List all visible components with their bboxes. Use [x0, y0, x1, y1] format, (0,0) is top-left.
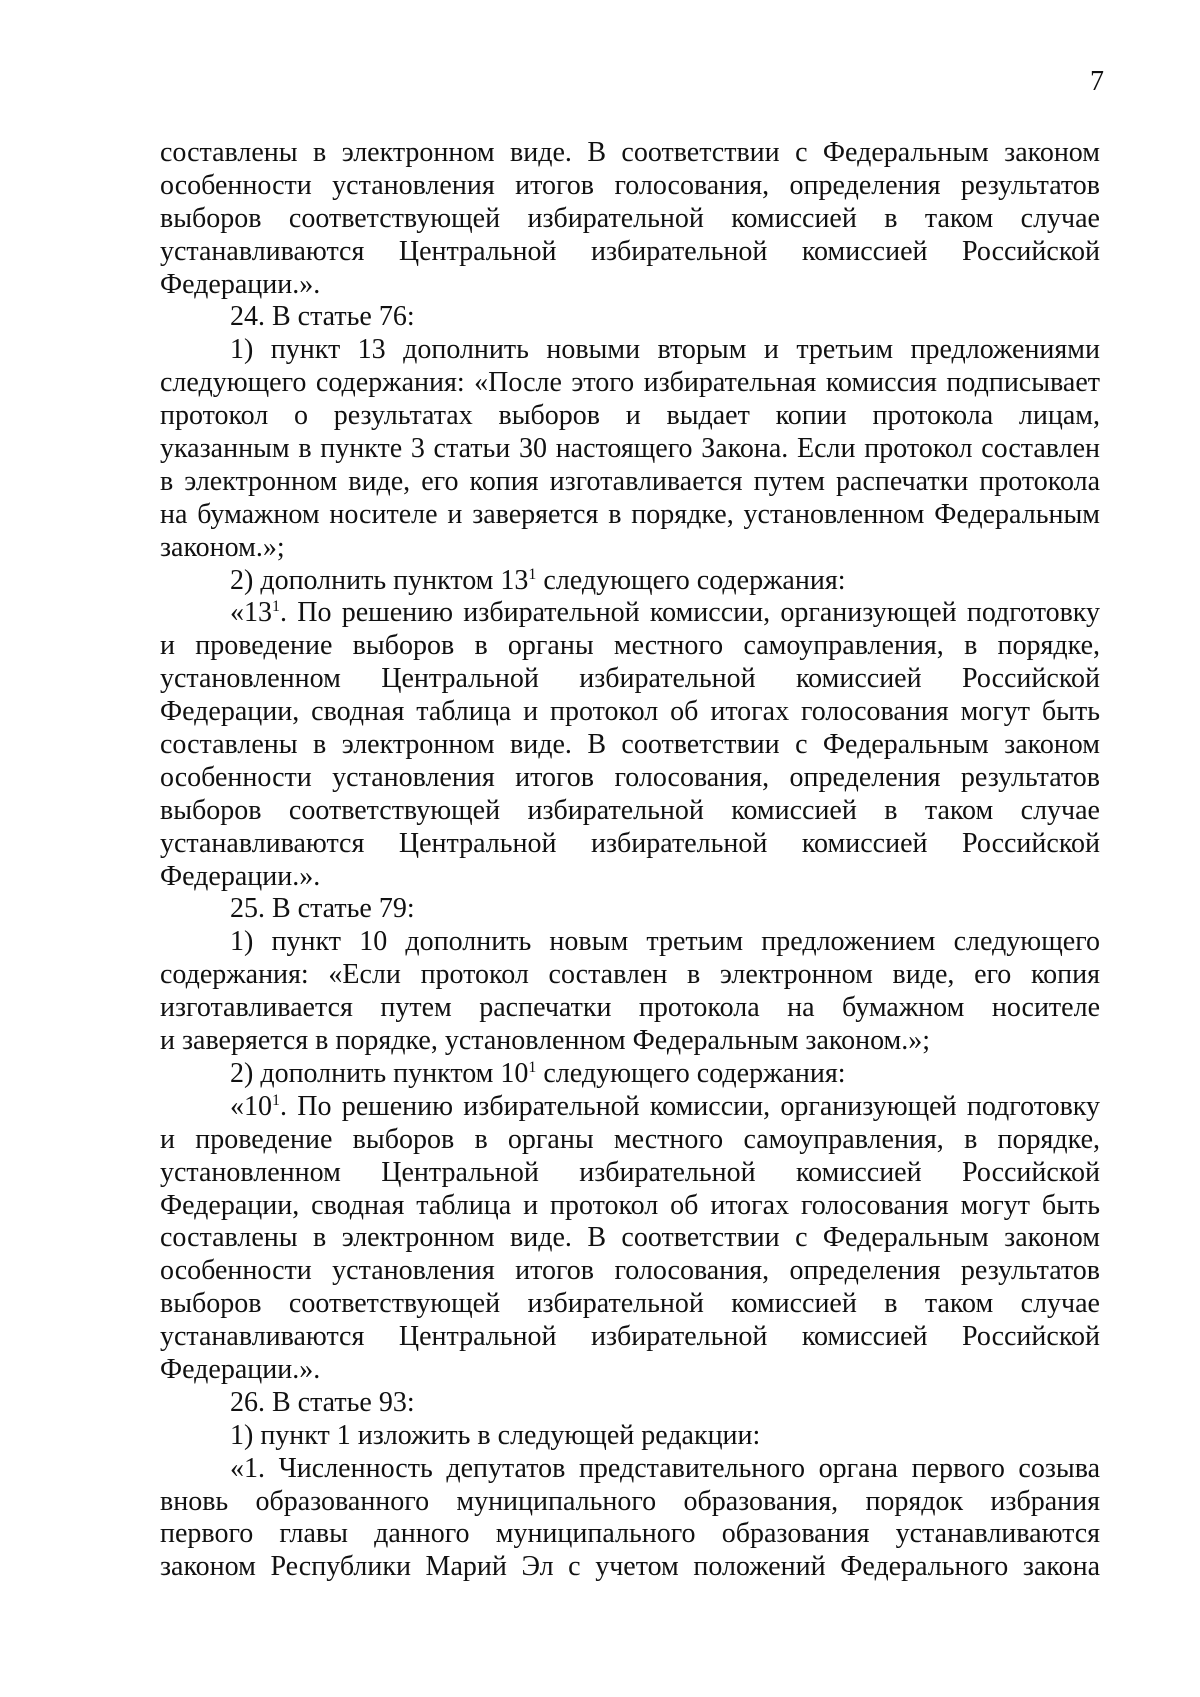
text-line: выборов соответствующей избирательной комиссией в таком случае	[160, 202, 1100, 234]
text-line: составлены в электронном виде. В соответствии с Федеральным законом	[160, 1222, 1100, 1254]
text-line: особенности установления итогов голосования, определения результатов	[160, 169, 1100, 201]
text-line: содержания: «Если протокол составлен в электронном виде, его копия	[160, 959, 1100, 991]
text-fragment: . По решению избирательной комиссии, организующей подготовку	[280, 1090, 1100, 1122]
text-line-with-superscript	[160, 1058, 1100, 1091]
text-line: Федерации.».	[160, 268, 321, 300]
text-line: вновь образованного муниципального образования, порядок избрания	[160, 1485, 1100, 1517]
text-line: 1) пункт 1 изложить в следующей редакции:	[230, 1419, 761, 1451]
text-fragment: . По решению избирательной комиссии, организующей подготовку	[280, 597, 1100, 629]
text-fragment: 2) дополнить пунктом 13	[230, 564, 529, 596]
text-line: и проведение выборов в органы местного самоуправления, в порядке,	[160, 630, 1100, 662]
text-line: первого главы данного муниципального образования устанавливаются	[160, 1518, 1100, 1550]
text-line-with-superscript	[160, 597, 1100, 630]
text-line: и заверяется в порядке, установленном Федеральным законом.»;	[160, 1025, 931, 1057]
text-fragment: «13	[230, 597, 272, 629]
text-line: следующего содержания: «После этого избирательная комиссия подписывает	[160, 367, 1100, 399]
text-line: указанным в пункте 3 статьи 30 настоящего Закона. Если протокол составлен	[160, 433, 1100, 465]
text-line: Федерации, сводная таблица и протокол об итогах голосования могут быть	[160, 696, 1100, 728]
text-line: законом Республики Марий Эл с учетом положений Федерального закона	[160, 1551, 1100, 1583]
text-line: протокол о результатах выборов и выдает копии протокола лицам,	[160, 400, 1100, 432]
text-line: «1. Численность депутатов представительного органа первого созыва	[230, 1452, 1100, 1484]
text-line: и проведение выборов в органы местного самоуправления, в порядке,	[160, 1123, 1100, 1155]
text-line-with-superscript	[160, 1091, 1100, 1124]
text-line: устанавливаются Центральной избирательной комиссией Российской	[160, 235, 1100, 267]
superscript: 1	[272, 598, 280, 616]
text-line: в электронном виде, его копия изготавливается путем распечатки протокола	[160, 465, 1100, 497]
section-heading: 25. В статье 79:	[230, 893, 415, 925]
superscript: 1	[528, 1058, 537, 1076]
text-line: 1) пункт 10 дополнить новым третьим предложением следующего	[230, 926, 1100, 958]
text-line: составлены в электронном виде. В соответствии с Федеральным законом	[160, 729, 1100, 761]
text-line: законом.»;	[160, 531, 285, 563]
document-body	[160, 137, 1100, 1584]
text-line: выборов соответствующей избирательной комиссией в таком случае	[160, 1288, 1100, 1320]
text-line: выборов соответствующей избирательной комиссией в таком случае	[160, 794, 1100, 826]
page-number: 7	[1090, 66, 1104, 97]
text-line: особенности установления итогов голосования, определения результатов	[160, 761, 1100, 793]
text-line: установленном Центральной избирательной комиссией Российской	[160, 1156, 1100, 1188]
text-fragment: следующего содержания:	[536, 564, 846, 596]
superscript: 1	[272, 1091, 280, 1109]
section-heading: 24. В статье 76:	[230, 301, 415, 333]
text-line: устанавливаются Центральной избирательной комиссией Российской	[160, 1321, 1100, 1353]
text-line: устанавливаются Центральной избирательной комиссией Российской	[160, 827, 1100, 859]
text-line: Федерации, сводная таблица и протокол об итогах голосования могут быть	[160, 1189, 1100, 1221]
text-line: Федерации.».	[160, 1353, 321, 1385]
text-line: на бумажном носителе и заверяется в порядке, установленном Федеральным	[160, 498, 1100, 530]
text-line: особенности установления итогов голосования, определения результатов	[160, 1255, 1100, 1287]
text-line: установленном Центральной избирательной комиссией Российской	[160, 663, 1100, 695]
superscript: 1	[528, 565, 537, 583]
text-line: составлены в электронном виде. В соответствии с Федеральным законом	[160, 137, 1100, 168]
text-fragment: 2) дополнить пунктом 10	[230, 1057, 529, 1089]
text-line: 1) пункт 13 дополнить новыми вторым и третьим предложениями	[230, 334, 1100, 366]
text-fragment: следующего содержания:	[536, 1057, 846, 1089]
text-line: изготавливается путем распечатки протокола на бумажном носителе	[160, 992, 1100, 1024]
text-line-with-superscript	[160, 565, 1100, 598]
text-fragment: «10	[230, 1090, 272, 1122]
section-heading: 26. В статье 93:	[230, 1386, 415, 1418]
text-line: Федерации.».	[160, 860, 321, 892]
